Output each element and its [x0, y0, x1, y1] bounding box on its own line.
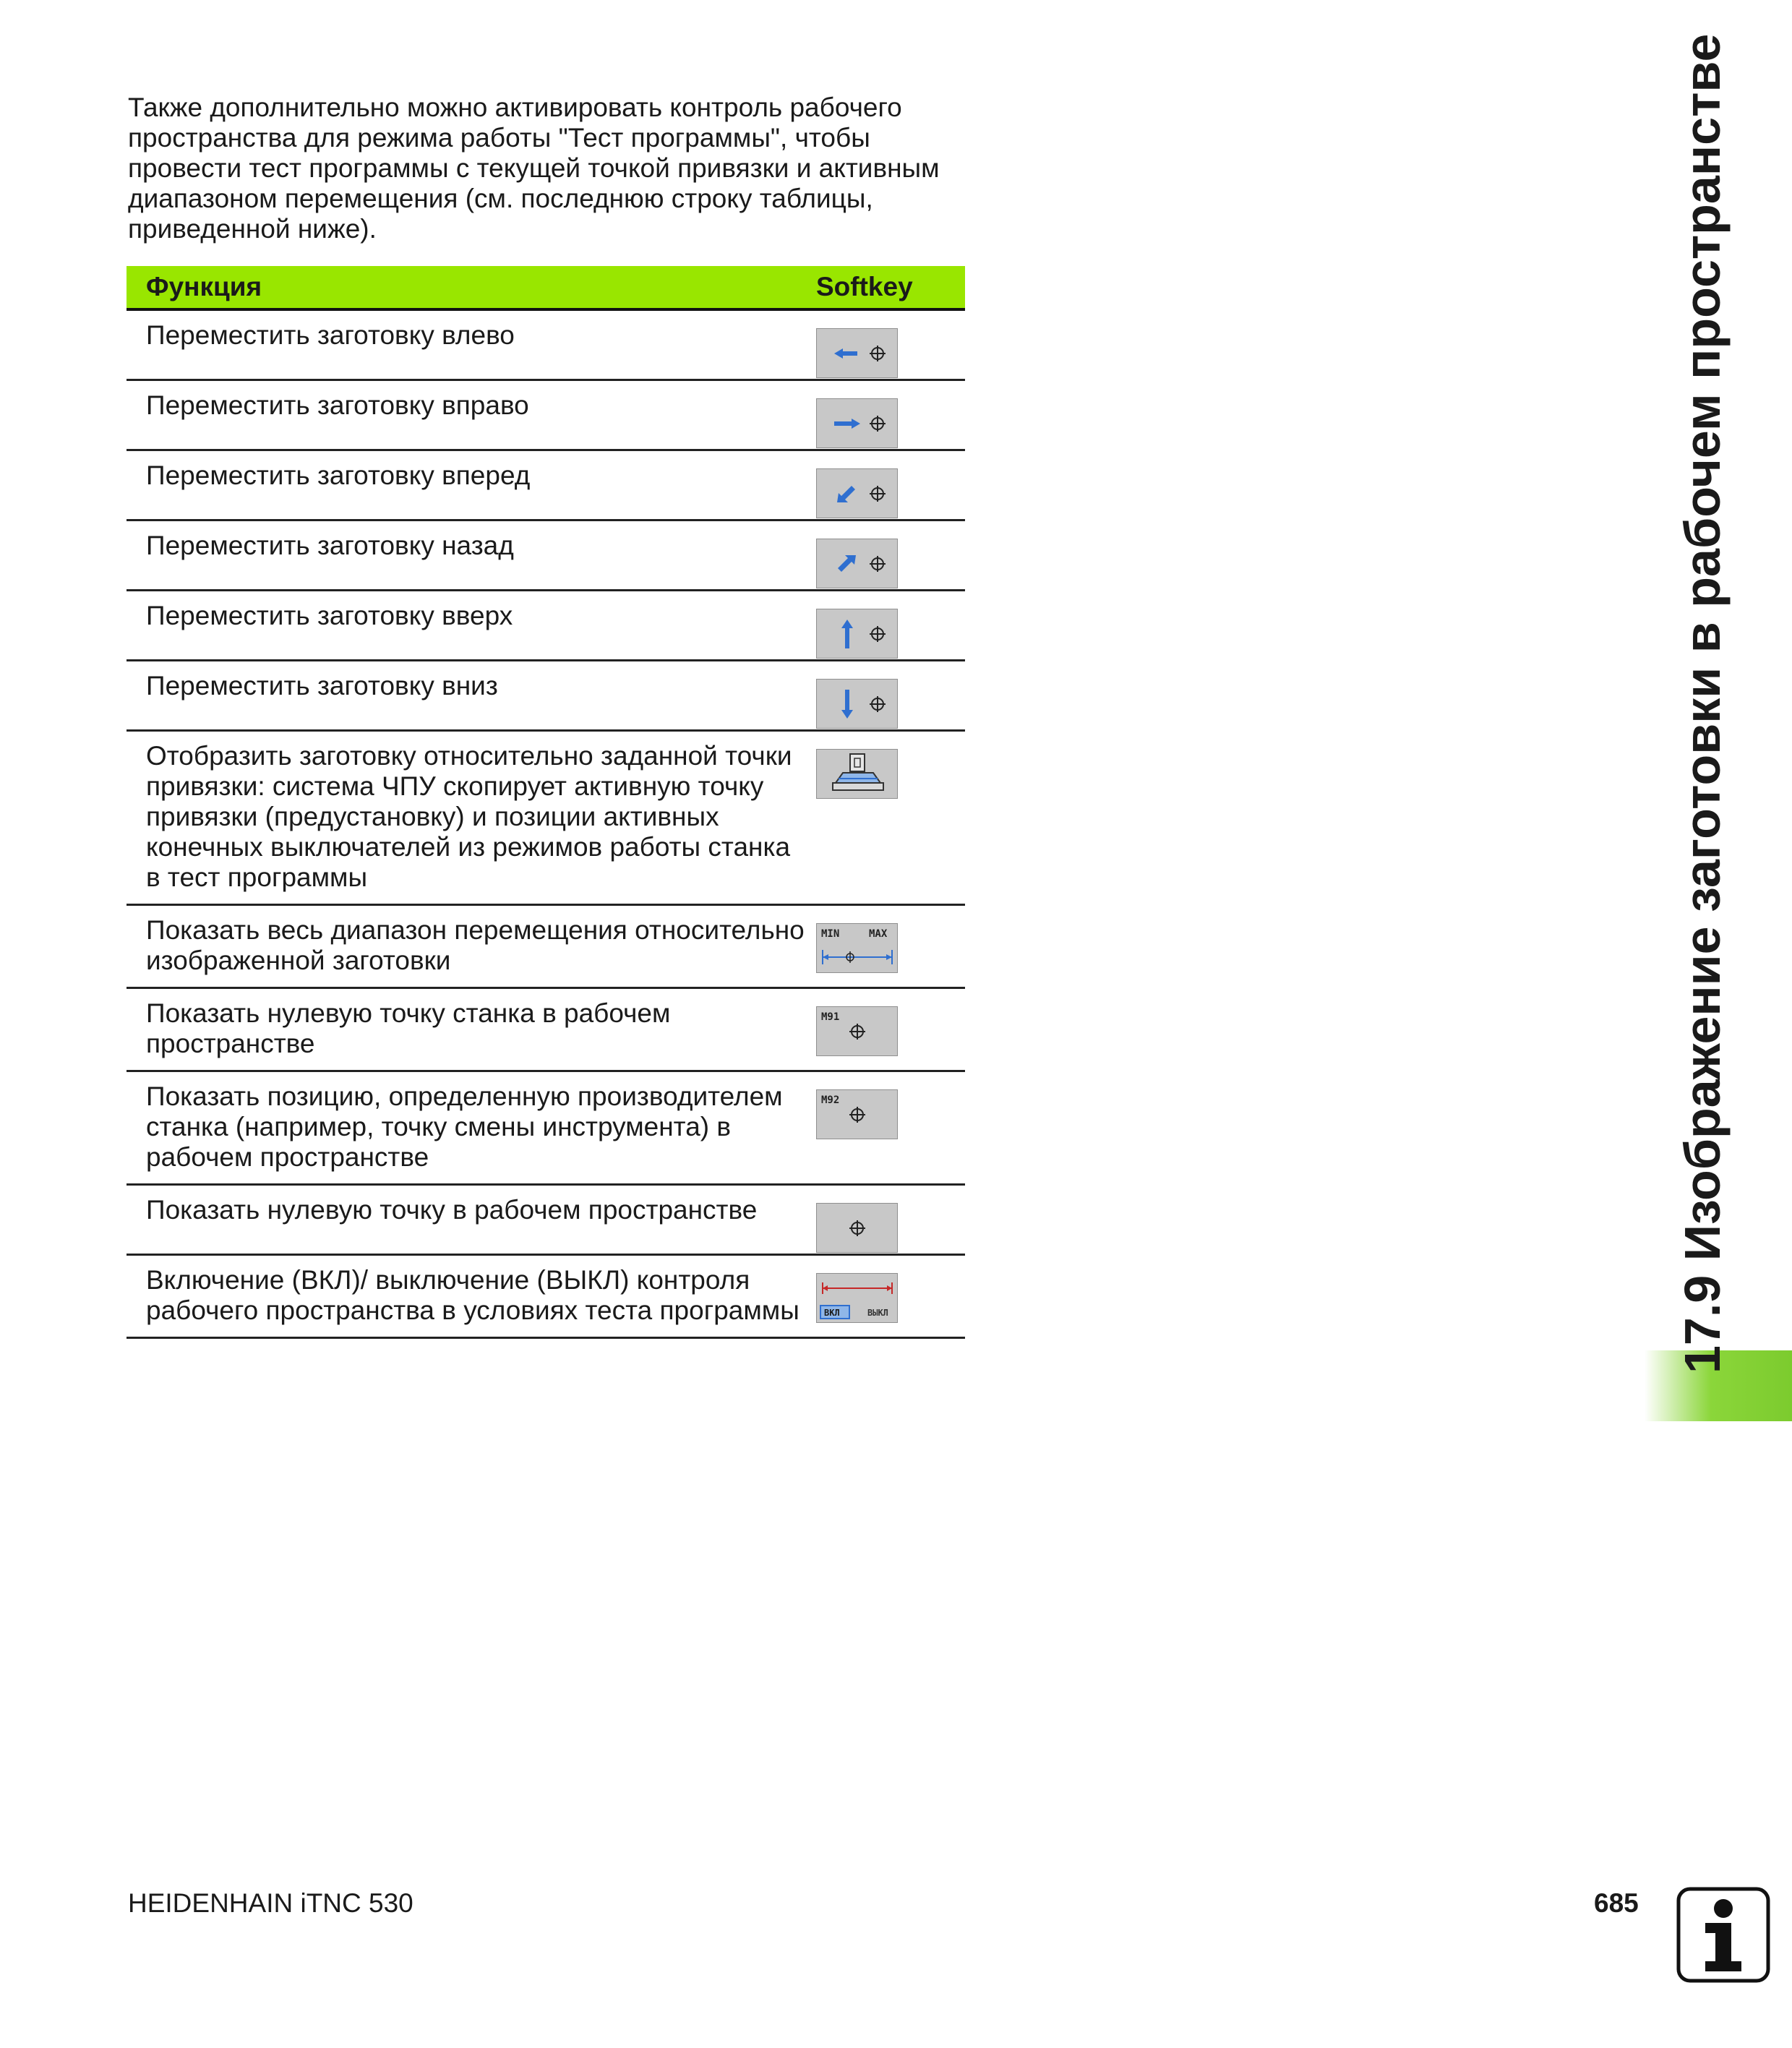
table-row	[127, 591, 965, 661]
move-down-softkey[interactable]	[816, 679, 898, 729]
function-softkey-table	[127, 266, 965, 1339]
datum-softkey[interactable]	[816, 1203, 898, 1253]
function-text: Показать весь диапазон перемещения относительно изображенной заготовки	[127, 905, 813, 988]
table-row	[127, 1255, 965, 1338]
arrow-right-datum-icon	[817, 399, 899, 447]
move-right-softkey[interactable]	[816, 398, 898, 448]
table-row	[127, 988, 965, 1071]
traverse-range-softkey[interactable]	[816, 923, 898, 973]
table-row	[127, 731, 965, 905]
table-row	[127, 520, 965, 591]
function-text: Переместить заготовку вниз	[127, 661, 813, 731]
function-text: Переместить заготовку вверх	[127, 591, 813, 661]
function-text: Показать нулевую точку станка в рабочем пространстве	[127, 988, 813, 1071]
table-row	[127, 1185, 965, 1255]
workspace-monitoring-softkey[interactable]	[816, 1273, 898, 1323]
m92-datum-icon	[817, 1090, 899, 1139]
chapter-side-title: 17.9 Изображение заготовки в рабочем пространстве	[1674, 33, 1731, 1374]
header-function: Функция	[127, 266, 813, 309]
footer-product: HEIDENHAIN iTNC 530	[128, 1888, 413, 1918]
arrow-up-right-datum-icon	[817, 539, 899, 588]
info-icon	[1676, 1887, 1770, 1983]
arrow-down-left-datum-icon	[817, 469, 899, 518]
softkey-label-off: ВЫКЛ	[867, 1308, 888, 1318]
m92-softkey[interactable]	[816, 1089, 898, 1139]
softkey-label-max: MAX	[869, 928, 888, 940]
table-row	[127, 380, 965, 450]
table-row	[127, 309, 965, 380]
arrow-left-datum-icon	[817, 329, 899, 377]
move-up-softkey[interactable]	[816, 609, 898, 659]
m91-softkey[interactable]	[816, 1006, 898, 1056]
softkey-label-m92: M92	[821, 1094, 840, 1106]
function-text: Включение (ВКЛ)/ выключение (ВЫКЛ) контроля рабочего пространства в условиях теста программы	[127, 1255, 813, 1338]
softkey-label-m91: M91	[821, 1011, 840, 1023]
function-text: Показать нулевую точку в рабочем пространстве	[127, 1185, 813, 1255]
arrow-down-datum-icon	[817, 680, 899, 728]
machine-datum-softkey[interactable]	[816, 749, 898, 799]
softkey-label-on: ВКЛ	[824, 1308, 840, 1318]
function-text: Переместить заготовку влево	[127, 309, 813, 380]
min-max-range-icon	[817, 924, 899, 972]
function-text: Переместить заготовку назад	[127, 520, 813, 591]
header-softkey: Softkey	[813, 266, 965, 309]
machine-datum-icon	[817, 750, 899, 798]
m91-datum-icon	[817, 1007, 899, 1055]
table-row	[127, 1071, 965, 1185]
function-text: Отобразить заготовку относительно заданной точки привязки: система ЧПУ скопирует активную точку привязки (предустановку) и позиции активных конечных выключателей из режимов работы станка в тест программы	[127, 731, 813, 905]
table-row	[127, 661, 965, 731]
table-row	[127, 450, 965, 520]
function-text: Переместить заготовку вперед	[127, 450, 813, 520]
arrow-up-datum-icon	[817, 609, 899, 658]
function-text: Переместить заготовку вправо	[127, 380, 813, 450]
table-row	[127, 905, 965, 988]
move-back-softkey[interactable]	[816, 539, 898, 588]
page-number: 685	[1594, 1888, 1639, 1918]
intro-paragraph: Также дополнительно можно активировать контроль рабочего пространства для режима работы "Тест программы", чтобы провести тест программы с текущей точкой привязки и активным диапазоном перемещения (см. последнюю строку таблицы, приведенной ниже).	[128, 93, 940, 244]
move-left-softkey[interactable]	[816, 328, 898, 378]
function-text: Показать позицию, определенную производителем станка (например, точку смены инструмента) в рабочем пространстве	[127, 1071, 813, 1185]
softkey-label-min: MIN	[821, 928, 840, 940]
table-header-row	[127, 266, 965, 309]
move-forward-softkey[interactable]	[816, 468, 898, 518]
datum-icon	[817, 1204, 899, 1252]
monitoring-on-off-icon	[817, 1274, 899, 1322]
